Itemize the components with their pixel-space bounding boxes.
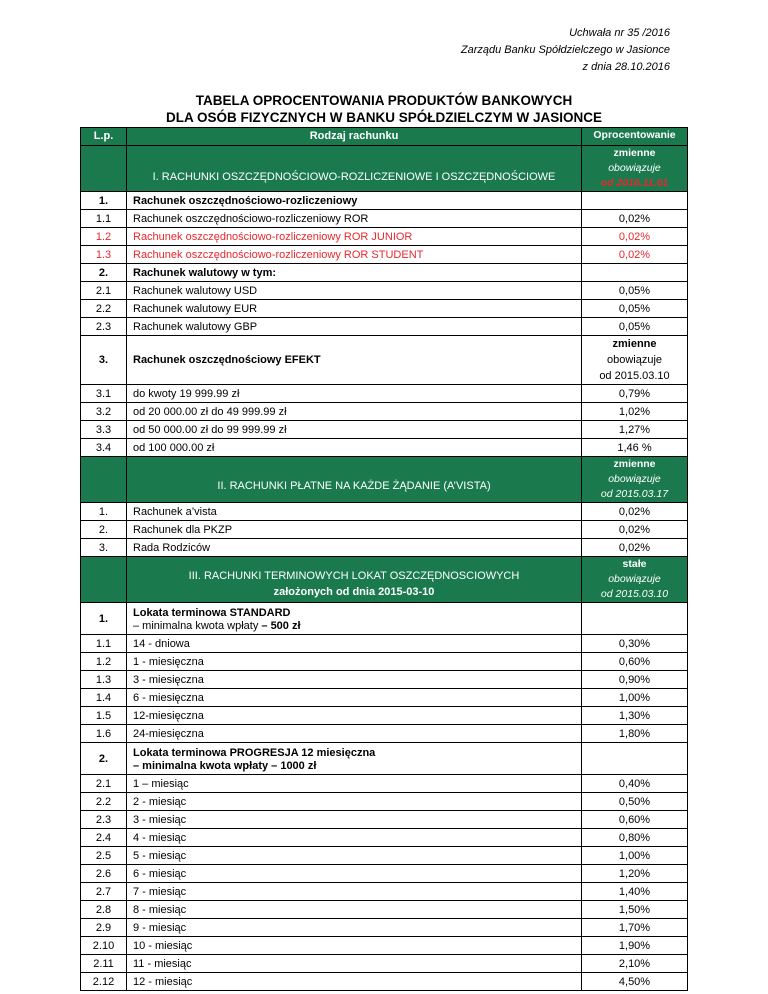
table-row: 1.6 24-miesięczna 1,80% (81, 725, 688, 743)
table-row: 3. Rachunek oszczędnościowy EFEKT zmienne obowiązuje od 2015.03.10 (81, 336, 688, 385)
table-row: 1.3 Rachunek oszczędnościowo-rozliczeniowy ROR STUDENT 0,02% (81, 246, 688, 264)
efekt-validity: zmienne obowiązuje od 2015.03.10 (582, 336, 688, 385)
title-line-2: DLA OSÓB FIZYCZNYCH W BANKU SPÓŁDZIELCZYM W JASIONCE (166, 110, 602, 125)
resolution-number: Uchwała nr 35 /2016 (569, 27, 670, 39)
table-row: 3.1 do kwoty 19 999.99 zł 0,79% (81, 385, 688, 403)
table-row: 2.3 3 - miesiąc 0,60% (81, 811, 688, 829)
resolution-date: z dnia 28.10.2016 (582, 61, 670, 73)
table-row: 2.2 Rachunek walutowy EUR 0,05% (81, 300, 688, 318)
table-row: 2. Rachunek walutowy w tym: (81, 264, 688, 282)
table-row: 2.7 7 - miesiąc 1,40% (81, 883, 688, 901)
table-row: 2.9 9 - miesiąc 1,70% (81, 919, 688, 937)
resolution-header (461, 25, 670, 76)
resolution-board: Zarządu Banku Spółdzielczego w Jasionce (460, 44, 670, 56)
progresja-deposit: Lokata terminowa PROGRESJA 12 miesięczna – minimalna kwota wpłaty – 1000 zł (127, 743, 582, 775)
table-row: 1.2 Rachunek oszczędnościowo-rozliczeniowy ROR JUNIOR 0,02% (81, 228, 688, 246)
section-1-validity (582, 146, 688, 192)
table-row: 2.12 12 - miesiąc 4,50% (81, 973, 688, 991)
table-row: 1.1 14 - dniowa 0,30% (81, 635, 688, 653)
table-row: 1. Rachunek oszczędnościowo-rozliczeniowy (81, 192, 688, 210)
table-row: 1.5 12-miesięczna 1,30% (81, 707, 688, 725)
table-row: 1. Lokata terminowa STANDARD – minimalna kwota wpłaty – 500 zł (81, 603, 688, 635)
table-row: 2.10 10 - miesiąc 1,90% (81, 937, 688, 955)
section-1-type: zmienne (613, 147, 656, 159)
table-row: 3.2 od 20 000.00 zł do 49 999.99 zł 1,02% (81, 403, 688, 421)
table-row: 2.8 8 - miesiąc 1,50% (81, 901, 688, 919)
table-row: 2.11 11 - miesiąc 2,10% (81, 955, 688, 973)
section-1-valid-label: obowiązuje (608, 162, 661, 174)
col-rate-header: Oprocentowanie (582, 128, 688, 146)
table-row: 2.6 6 - miesiąc 1,20% (81, 865, 688, 883)
title-line-1: TABELA OPROCENTOWANIA PRODUKTÓW BANKOWYCH (195, 93, 573, 108)
table-row: 2.1 Rachunek walutowy USD 0,05% (81, 282, 688, 300)
table-row: 1.3 3 - miesięczna 0,90% (81, 671, 688, 689)
standard-deposit: Lokata terminowa STANDARD – minimalna kwota wpłaty – 500 zł (127, 603, 582, 635)
table-row: 2. Rachunek dla PKZP 0,02% (81, 521, 688, 539)
interest-rate-table (80, 127, 688, 991)
table-row: 2.3 Rachunek walutowy GBP 0,05% (81, 318, 688, 336)
table-row: 2. Lokata terminowa PROGRESJA 12 miesięczna – minimalna kwota wpłaty – 1000 zł (81, 743, 688, 775)
section-2-validity: zmienne obowiązuje od 2015.03.17 (582, 457, 688, 503)
section-1-title: I. RACHUNKI OSZCZĘDNOŚCIOWO-ROZLICZENIOWE I OSZCZĘDNOŚCIOWE (127, 146, 582, 192)
table-row: 2.1 1 – miesiąc 0,40% (81, 775, 688, 793)
table-row: 1. Rachunek a’vista 0,02% (81, 503, 688, 521)
col-lp-header: L.p. (81, 128, 127, 146)
document-title (80, 92, 688, 126)
table-header-row (81, 128, 688, 146)
section-2-header (81, 457, 688, 503)
table-row: 2.5 5 - miesiąc 1,00% (81, 847, 688, 865)
table-row: 1.1 Rachunek oszczędnościowo-rozliczeniowy ROR 0,02% (81, 210, 688, 228)
table-row: 3.4 od 100 000.00 zł 1,46 % (81, 439, 688, 457)
table-row: 1.2 1 - miesięczna 0,60% (81, 653, 688, 671)
section-1-header (81, 146, 688, 192)
table-row: 2.2 2 - miesiąc 0,50% (81, 793, 688, 811)
section-3-validity: stałe obowiązuje od 2015.03.10 (582, 557, 688, 603)
section-3-title: III. RACHUNKI TERMINOWYCH LOKAT OSZCZĘDNOSCIOWYCH założonych od dnia 2015-03-10 (127, 557, 582, 603)
col-name-header: Rodzaj rachunku (127, 128, 582, 146)
table-row: 2.4 4 - miesiąc 0,80% (81, 829, 688, 847)
section-2-title: II. RACHUNKI PŁATNE NA KAŻDE ŻĄDANIE (A’VISTA) (127, 457, 582, 503)
table-row: 3.3 od 50 000.00 zł do 99 999.99 zł 1,27% (81, 421, 688, 439)
table-row: 1.4 6 - miesięczna 1,00% (81, 689, 688, 707)
table-row: 3. Rada Rodziców 0,02% (81, 539, 688, 557)
section-1-valid-date: od 2016.11.01 (600, 177, 669, 189)
section-3-header (81, 557, 688, 603)
